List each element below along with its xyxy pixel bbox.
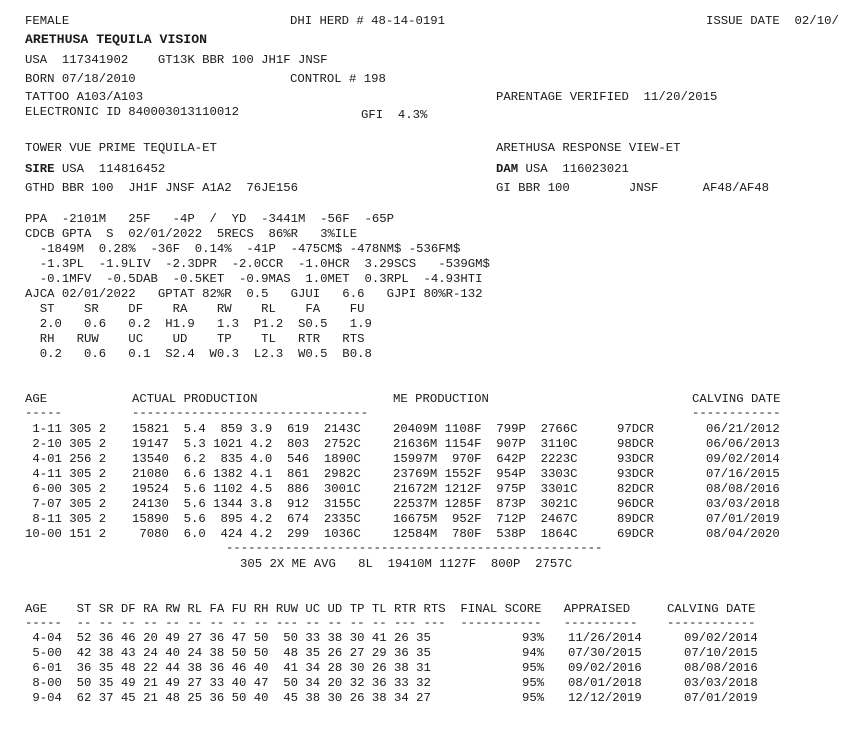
appraisal-traits: 8-00 50 35 49 21 49 27 33 40 47 50 34 20 32 36 33 32	[25, 676, 431, 690]
genetics-line: CDCB GPTA S 02/01/2022 5RECS 86%R 3%ILE	[25, 227, 358, 241]
me-production: 15997M 970F 642P 2223C	[393, 452, 578, 466]
genetics-line: PPA -2101M 25F -4P / YD -3441M -56F -65P	[25, 212, 394, 226]
final-score: 93%	[522, 631, 545, 645]
genetics-line: AJCA 02/01/2022 GPTAT 82%R 0.5 GJUI 6.6 GJPI 80%R-132	[25, 287, 483, 301]
dcr-value: 89DCR	[617, 512, 654, 526]
appraisal-calving-date: 08/08/2016	[684, 661, 758, 675]
lactation-age: 8-11 305 2	[25, 512, 107, 526]
header-rule: --------------------------------	[132, 406, 369, 420]
control-number: CONTROL # 198	[290, 72, 386, 86]
sire-codes: GTHD BBR 100 JH1F JNSF A1A2 76JE156	[25, 181, 299, 195]
dam-codes: GI BBR 100 JNSF AF48/AF48	[496, 181, 770, 195]
appraisal-header: AGE ST SR DF RA RW RL FA FU RH RUW UC UD TP TL RTR RTS FINAL SCORE APPRAISED CALVING DATE	[25, 602, 756, 616]
birth-date: BORN 07/18/2010	[25, 72, 136, 86]
calving-date: 03/03/2018	[706, 497, 780, 511]
type-trait-header: ST SR DF RA RW RL FA FU	[25, 302, 365, 316]
dcr-value: 93DCR	[617, 452, 654, 466]
genetics-line: -1849M 0.28% -36F 0.14% -41P -475CM$ -478NM$ -536FM$	[25, 242, 461, 256]
lactation-age: 6-00 305 2	[25, 482, 107, 496]
sire-label: SIRE	[25, 162, 55, 176]
gfi-value: GFI 4.3%	[361, 108, 428, 122]
dcr-value: 69DCR	[617, 527, 654, 541]
appraisal-calving-date: 03/03/2018	[684, 676, 758, 690]
summary-rule: ---------------------------------------------------	[226, 541, 603, 555]
appraised-date: 12/12/2019	[568, 691, 642, 705]
appraisal-calving-date: 09/02/2014	[684, 631, 758, 645]
appraisal-traits: 9-04 62 37 45 21 48 25 36 50 40 45 38 30 26 38 34 27	[25, 691, 431, 705]
lactation-age: 1-11 305 2	[25, 422, 107, 436]
me-production: 20409M 1108F 799P 2766C	[393, 422, 578, 436]
lactation-age: 4-01 256 2	[25, 452, 107, 466]
appraisal-traits: 5-00 42 38 43 24 40 24 38 50 50 48 35 26 27 29 36 35	[25, 646, 431, 660]
appraisal-rule: ----- -- -- -- -- -- -- -- -- -- --- -- -- -- -- --- --- ----------- ---------- ------------	[25, 616, 756, 630]
calving-date: 08/08/2016	[706, 482, 780, 496]
appraised-date: 07/30/2015	[568, 646, 642, 660]
actual-production: 24130 5.6 1344 3.8 912 3155C	[132, 497, 361, 511]
me-production: 16675M 952F 712P 2467C	[393, 512, 578, 526]
header-rule: ------------	[692, 406, 781, 420]
me-average-summary: 305 2X ME AVG 8L 19410M 1127F 800P 2757C	[240, 557, 573, 571]
me-production: 21672M 1212F 975P 3301C	[393, 482, 578, 496]
dam-registration	[496, 163, 629, 175]
dcr-value: 82DCR	[617, 482, 654, 496]
issue-date: ISSUE DATE 02/10/	[706, 14, 839, 28]
sire-name: TOWER VUE PRIME TEQUILA-ET	[25, 141, 217, 155]
genetics-line: -0.1MFV -0.5DAB -0.5KET -0.9MAS 1.0MET 0.3RPL -4.93HTI	[25, 272, 483, 286]
me-production: 21636M 1154F 907P 3110C	[393, 437, 578, 451]
actual-production: 15821 5.4 859 3.9 619 2143C	[132, 422, 361, 436]
production-age-header: AGE	[25, 392, 48, 406]
parentage-verified: PARENTAGE VERIFIED 11/20/2015	[496, 90, 718, 104]
me-production: 22537M 1285F 873P 3021C	[393, 497, 578, 511]
type-trait-values: 0.2 0.6 0.1 S2.4 W0.3 L2.3 W0.5 B0.8	[25, 347, 372, 361]
calving-date-header: CALVING DATE	[692, 392, 781, 406]
type-trait-values: 2.0 0.6 0.2 H1.9 1.3 P1.2 S0.5 1.9	[25, 317, 372, 331]
dam-reg-number: USA 116023021	[518, 162, 629, 176]
actual-production: 13540 6.2 835 4.0 546 1890C	[132, 452, 361, 466]
herd-number: DHI HERD # 48-14-0191	[290, 14, 445, 28]
final-score: 95%	[522, 661, 545, 675]
genetics-line: -1.3PL -1.9LIV -2.3DPR -2.0CCR -1.0HCR 3.29SCS -539GM$	[25, 257, 490, 271]
lactation-age: 10-00 151 2	[25, 527, 107, 541]
actual-production-header: ACTUAL PRODUCTION	[132, 392, 258, 406]
calving-date: 07/01/2019	[706, 512, 780, 526]
dcr-value: 97DCR	[617, 422, 654, 436]
calving-date: 09/02/2014	[706, 452, 780, 466]
dam-label: DAM	[496, 162, 519, 176]
actual-production: 15890 5.6 895 4.2 674 2335C	[132, 512, 361, 526]
me-production: 12584M 780F 538P 1864C	[393, 527, 578, 541]
animal-name: ARETHUSA TEQUILA VISION	[25, 32, 208, 47]
dcr-value: 93DCR	[617, 467, 654, 481]
dcr-value: 98DCR	[617, 437, 654, 451]
lactation-age: 4-11 305 2	[25, 467, 107, 481]
actual-production: 19524 5.6 1102 4.5 886 3001C	[132, 482, 361, 496]
tattoo: TATTOO A103/A103	[25, 90, 144, 104]
me-production: 23769M 1552F 954P 3303C	[393, 467, 578, 481]
calving-date: 08/04/2020	[706, 527, 780, 541]
type-trait-header: RH RUW UC UD TP TL RTR RTS	[25, 332, 365, 346]
electronic-id: ELECTRONIC ID 840003013110012	[25, 105, 240, 119]
dcr-value: 96DCR	[617, 497, 654, 511]
final-score: 95%	[522, 691, 545, 705]
actual-production: 21080 6.6 1382 4.1 861 2982C	[132, 467, 361, 481]
calving-date: 06/21/2012	[706, 422, 780, 436]
dam-name: ARETHUSA RESPONSE VIEW-ET	[496, 141, 681, 155]
actual-production: 19147 5.3 1021 4.2 803 2752C	[132, 437, 361, 451]
sire-reg-number: USA 114816452	[54, 162, 166, 176]
header-rule: -----	[25, 406, 62, 420]
appraisal-traits: 4-04 52 36 46 20 49 27 36 47 50 50 33 38 30 41 26 35	[25, 631, 431, 645]
me-production-header: ME PRODUCTION	[393, 392, 489, 406]
final-score: 94%	[522, 646, 545, 660]
calving-date: 07/16/2015	[706, 467, 780, 481]
lactation-age: 7-07 305 2	[25, 497, 107, 511]
appraisal-calving-date: 07/01/2019	[684, 691, 758, 705]
actual-production: 7080 6.0 424 4.2 299 1036C	[132, 527, 361, 541]
calving-date: 06/06/2013	[706, 437, 780, 451]
appraisal-calving-date: 07/10/2015	[684, 646, 758, 660]
sex-label: FEMALE	[25, 14, 70, 28]
appraised-date: 08/01/2018	[568, 676, 642, 690]
sire-registration	[25, 163, 165, 175]
final-score: 95%	[522, 676, 545, 690]
appraised-date: 09/02/2016	[568, 661, 642, 675]
appraisal-traits: 6-01 36 35 48 22 44 38 36 46 40 41 34 28 30 26 38 31	[25, 661, 431, 675]
appraised-date: 11/26/2014	[568, 631, 642, 645]
registration-line: USA 117341902 GT13K BBR 100 JH1F JNSF	[25, 53, 328, 67]
lactation-age: 2-10 305 2	[25, 437, 107, 451]
